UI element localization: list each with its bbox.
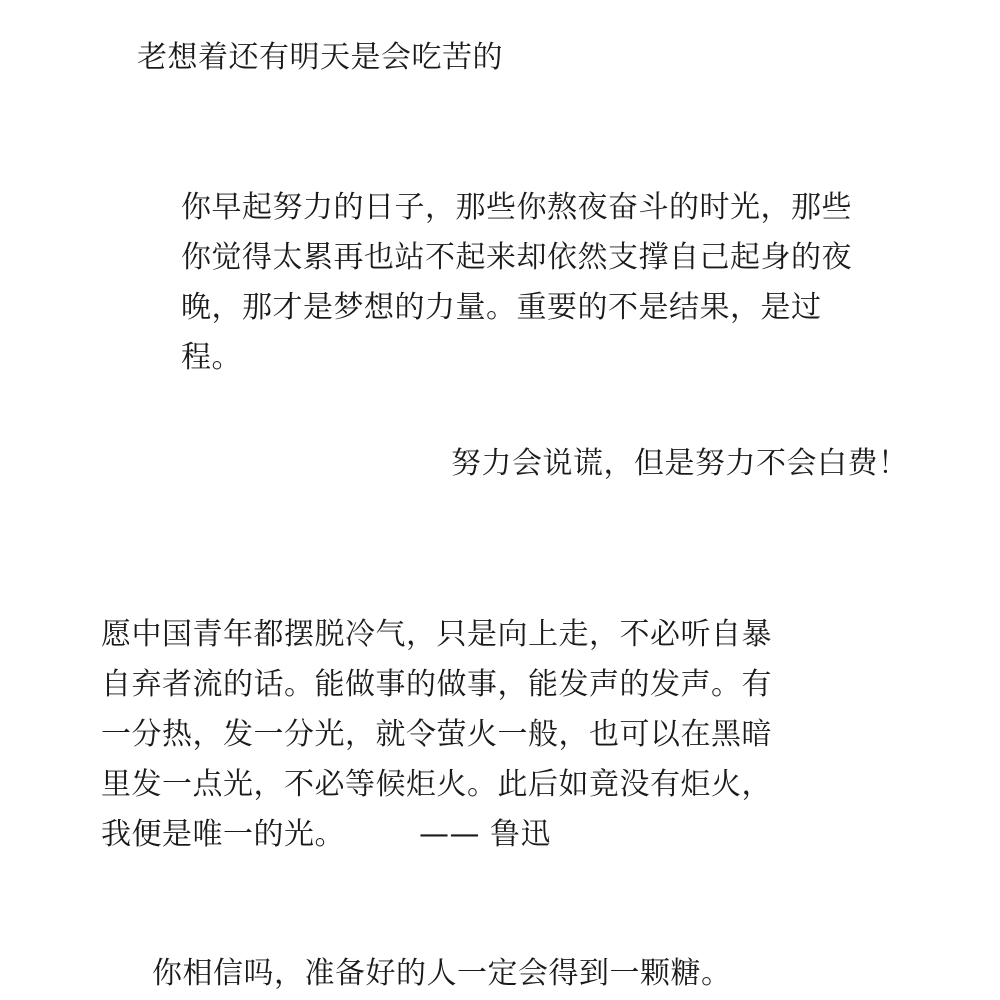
text-line: 程。 [181,340,242,375]
text-line: 愿中国青年都摆脱冷气，只是向上走，不必听自暴 [101,617,772,652]
text-line: 自弃者流的话。能做事的做事，能发声的发声。有 [101,667,772,702]
paragraph-lu-xun-quote [101,610,772,860]
paragraph-candy-quote: 你相信吗，准备好的人一定会得到一颗糖。 [152,956,732,991]
page-title: 老想着还有明天是会吃苦的 [137,40,503,75]
paragraph-effort-quote: 努力会说谎，但是努力不会白费！ [451,446,909,481]
text-line: 里发一点光，不必等候炬火。此后如竟没有炬火， [101,767,772,802]
text-line: 晚，那才是梦想的力量。重要的不是结果，是过 [181,290,822,325]
text-line: 一分热，发一分光，就令萤火一般，也可以在黑暗 [101,717,772,752]
quote-attribution: —— 鲁迅 [419,817,552,852]
text-line: 你觉得太累再也站不起来却依然支撑自己起身的夜 [181,240,852,275]
paragraph-early-rising [181,183,852,383]
text-line: 你早起努力的日子，那些你熬夜奋斗的时光，那些 [181,190,852,225]
text-last-line: 我便是唯一的光。 [101,817,345,852]
text-line [101,810,772,860]
